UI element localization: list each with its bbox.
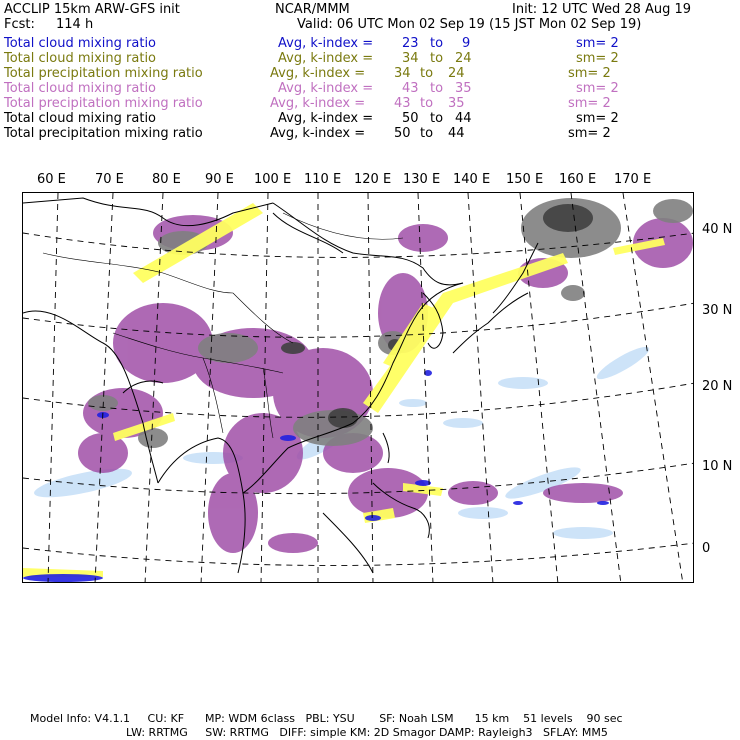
field-to: 35: [448, 96, 465, 111]
field-to-label: to: [430, 51, 444, 66]
lon-label: 70 E: [95, 172, 124, 187]
field-name: Total cloud mixing ratio: [4, 111, 157, 126]
field-name: Total cloud mixing ratio: [4, 36, 157, 51]
lon-label: 100 E: [254, 172, 292, 187]
valid-label: Valid: 06 UTC Mon 02 Sep 19 (15 JST Mon 02 Sep 19): [297, 17, 642, 32]
field-from: 43: [394, 96, 411, 111]
field-name: Total cloud mixing ratio: [4, 81, 157, 96]
field-name: Total cloud mixing ratio: [4, 51, 157, 66]
field-to: 44: [455, 111, 472, 126]
field-to-label: to: [420, 96, 434, 111]
field-to-label: to: [430, 111, 444, 126]
field-from: 43: [402, 81, 419, 96]
map-canvas: [23, 193, 694, 583]
init-label: Init: 12 UTC Wed 28 Aug 19: [512, 2, 692, 17]
field-name: Total precipitation mixing ratio: [4, 96, 203, 111]
model-title: ACCLIP 15km ARW-GFS init: [4, 2, 180, 17]
lon-label: 130 E: [403, 172, 441, 187]
field-from: 50: [402, 111, 419, 126]
field-avg: Avg, k-index =: [270, 126, 366, 141]
fcst-label: Fcst:: [4, 17, 35, 32]
field-from: 50: [394, 126, 411, 141]
fcst-value: 114 h: [56, 17, 94, 32]
field-to: 9: [462, 36, 471, 51]
field-avg: Avg, k-index =: [278, 36, 374, 51]
lon-label: 120 E: [354, 172, 392, 187]
field-avg: Avg, k-index =: [270, 66, 366, 81]
field-from: 34: [402, 51, 419, 66]
lat-label: 0: [702, 541, 711, 556]
field-name: Total precipitation mixing ratio: [4, 126, 203, 141]
lon-label: 150 E: [506, 172, 544, 187]
field-to: 24: [448, 66, 465, 81]
field-sm: sm= 2: [568, 96, 611, 111]
field-to-label: to: [430, 36, 444, 51]
field-sm: sm= 2: [576, 51, 619, 66]
field-name: Total precipitation mixing ratio: [4, 66, 203, 81]
lon-label: 60 E: [37, 172, 66, 187]
field-sm: sm= 2: [576, 81, 619, 96]
lon-label: 80 E: [152, 172, 181, 187]
forecast-map: [22, 192, 694, 583]
field-sm: sm= 2: [568, 66, 611, 81]
org-label: NCAR/MMM: [275, 2, 350, 17]
field-avg: Avg, k-index =: [278, 81, 374, 96]
field-sm: sm= 2: [576, 111, 619, 126]
field-to-label: to: [420, 66, 434, 81]
field-to: 35: [455, 81, 472, 96]
field-sm: sm= 2: [576, 36, 619, 51]
model-info-line2: LW: RRTMG SW: RRTMG DIFF: simple KM: 2D Smagor DAMP: Rayleigh3 SFLAY: MM5: [126, 726, 608, 739]
lat-label: 30 N: [702, 303, 733, 318]
lat-label: 10 N: [702, 459, 733, 474]
lat-label: 20 N: [702, 379, 733, 394]
lon-label: 160 E: [559, 172, 597, 187]
field-avg: Avg, k-index =: [278, 51, 374, 66]
field-from: 23: [402, 36, 419, 51]
field-from: 34: [394, 66, 411, 81]
lat-label: 40 N: [702, 222, 733, 237]
field-avg: Avg, k-index =: [278, 111, 374, 126]
field-to-label: to: [420, 126, 434, 141]
field-to: 44: [448, 126, 465, 141]
field-avg: Avg, k-index =: [270, 96, 366, 111]
lon-label: 90 E: [205, 172, 234, 187]
field-to-label: to: [430, 81, 444, 96]
field-to: 24: [455, 51, 472, 66]
field-sm: sm= 2: [568, 126, 611, 141]
lon-label: 170 E: [614, 172, 652, 187]
lon-label: 110 E: [304, 172, 342, 187]
model-info-line1: Model Info: V4.1.1 CU: KF MP: WDM 6class PBL: YSU SF: Noah LSM 15 km 51 levels 90 sec: [30, 712, 623, 725]
lon-label: 140 E: [453, 172, 491, 187]
